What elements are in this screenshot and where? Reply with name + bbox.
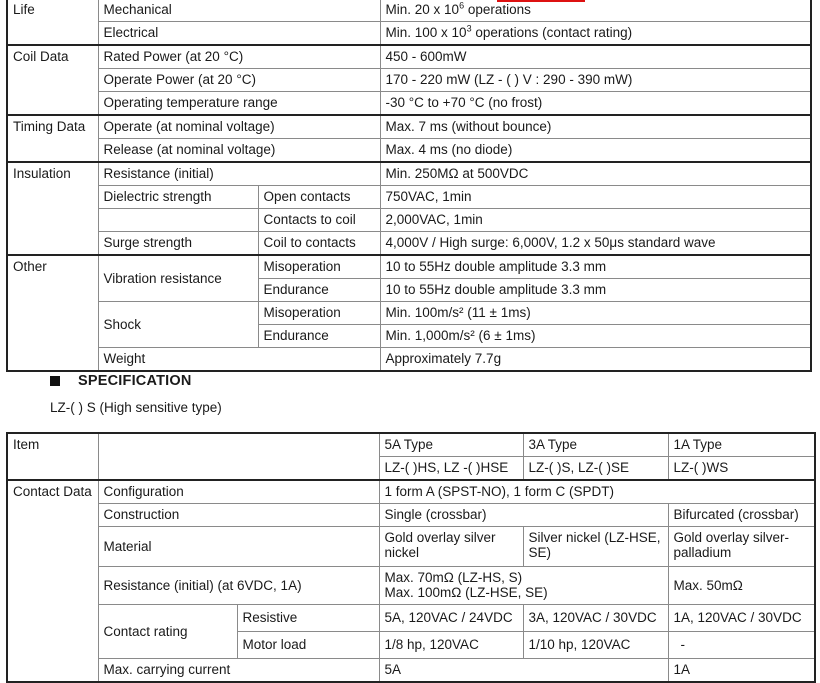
section-header: [50, 373, 192, 389]
row-label: Resistance (initial): [98, 162, 380, 186]
row-label: Vibration resistance: [98, 255, 258, 302]
row-value: 10 to 55Hz double amplitude 3.3 mm: [380, 255, 811, 279]
section-subtitle: LZ-( ) S (High sensitive type): [50, 400, 222, 415]
row-sublabel: Resistive: [237, 605, 379, 632]
row-value: 2,000VAC, 1min: [380, 209, 811, 232]
item-header: Item: [7, 433, 98, 480]
model-3a: LZ-( )S, LZ-( )SE: [523, 457, 668, 481]
row-value-1a: -: [668, 632, 815, 659]
type-header-1a: 1A Type: [668, 433, 815, 457]
row-label: Release (at nominal voltage): [98, 139, 380, 163]
row-label: Shock: [98, 302, 258, 348]
row-value-1a: Gold overlay silver-palladium: [668, 527, 815, 567]
row-sublabel: Misoperation: [258, 255, 380, 279]
empty-cell: [98, 209, 258, 232]
row-label: Operating temperature range: [98, 92, 380, 116]
row-value: Max. 7 ms (without bounce): [380, 115, 811, 139]
model-5a: LZ-( )HS, LZ -( )HSE: [379, 457, 523, 481]
row-value: -30 °C to +70 °C (no frost): [380, 92, 811, 116]
row-sublabel: Endurance: [258, 279, 380, 302]
row-value: 450 - 600mW: [380, 45, 811, 69]
row-sublabel: Open contacts: [258, 186, 380, 209]
row-value-3a: 1/10 hp, 120VAC: [523, 632, 668, 659]
type-header-3a: 3A Type: [523, 433, 668, 457]
row-label: Operate (at nominal voltage): [98, 115, 380, 139]
row-label: Configuration: [98, 480, 379, 504]
group-timing-data: Timing Data: [7, 115, 98, 162]
row-value: Min. 20 x $10^6$ operations: [380, 0, 811, 22]
model-1a: LZ-( )WS: [668, 457, 815, 481]
row-label: Operate Power (at 20 °C): [98, 69, 380, 92]
row-label: Material: [98, 527, 379, 567]
row-value-3a: Silver nickel (LZ-HSE, SE): [523, 527, 668, 567]
row-value-1a: Max. 50mΩ: [668, 567, 815, 605]
row-value-5a: 5A, 120VAC / 24VDC: [379, 605, 523, 632]
square-bullet-icon: [50, 376, 60, 386]
row-value: Min. 1,000m/s² (6 ± 1ms): [380, 325, 811, 348]
row-value-5a: 1/8 hp, 120VAC: [379, 632, 523, 659]
row-label: Resistance (initial) (at 6VDC, 1A): [98, 567, 379, 605]
row-value-5a: Gold overlay silver nickel: [379, 527, 523, 567]
row-value: Min. 250MΩ at 500VDC: [380, 162, 811, 186]
row-label: Max. carrying current: [98, 659, 379, 683]
row-label: Contact rating: [98, 605, 237, 659]
row-value-1a: 1A: [668, 659, 815, 683]
group-insulation: Insulation: [7, 162, 98, 255]
row-value: Min. 100 x $10^3$ operations (contact rating): [380, 22, 811, 46]
row-value: 750VAC, 1min: [380, 186, 811, 209]
row-value: Max. 4 ms (no diode): [380, 139, 811, 163]
empty-cell: [98, 433, 379, 480]
row-value: 5A: [379, 659, 668, 683]
row-value: Max. 70mΩ (LZ-HS, S) Max. 100mΩ (LZ-HSE, SE): [379, 567, 668, 605]
row-value-3a: 3A, 120VAC / 30VDC: [523, 605, 668, 632]
row-label: Mechanical: [98, 0, 380, 22]
row-sublabel: Contacts to coil: [258, 209, 380, 232]
row-value-1a: Bifurcated (crossbar): [668, 504, 815, 527]
row-label: Construction: [98, 504, 379, 527]
row-value-1a: 1A, 120VAC / 30VDC: [668, 605, 815, 632]
row-sublabel: Endurance: [258, 325, 380, 348]
section-title: SPECIFICATION: [78, 373, 192, 389]
row-label: Dielectric strength: [98, 186, 258, 209]
group-contact-data: Contact Data: [7, 480, 98, 682]
type-header-5a: 5A Type: [379, 433, 523, 457]
row-label: Weight: [98, 348, 380, 372]
row-sublabel: Coil to contacts: [258, 232, 380, 256]
row-value: 1 form A (SPST-NO), 1 form C (SPDT): [379, 480, 815, 504]
row-label: Electrical: [98, 22, 380, 46]
row-value: Single (crossbar): [379, 504, 668, 527]
row-label: Rated Power (at 20 °C): [98, 45, 380, 69]
group-life: Life: [7, 0, 98, 45]
row-value: Approximately 7.7g: [380, 348, 811, 372]
row-label: Surge strength: [98, 232, 258, 256]
row-value: 10 to 55Hz double amplitude 3.3 mm: [380, 279, 811, 302]
row-value: Min. 100m/s² (11 ± 1ms): [380, 302, 811, 325]
row-value: 170 - 220 mW (LZ - ( ) V : 290 - 390 mW): [380, 69, 811, 92]
row-sublabel: Motor load: [237, 632, 379, 659]
row-value: 4,000V / High surge: 6,000V, 1.2 x 50μs standard wave: [380, 232, 811, 256]
group-other: Other: [7, 255, 98, 371]
group-coil-data: Coil Data: [7, 45, 98, 115]
specification-table: [6, 432, 816, 683]
characteristics-table: [6, 0, 812, 372]
row-sublabel: Misoperation: [258, 302, 380, 325]
